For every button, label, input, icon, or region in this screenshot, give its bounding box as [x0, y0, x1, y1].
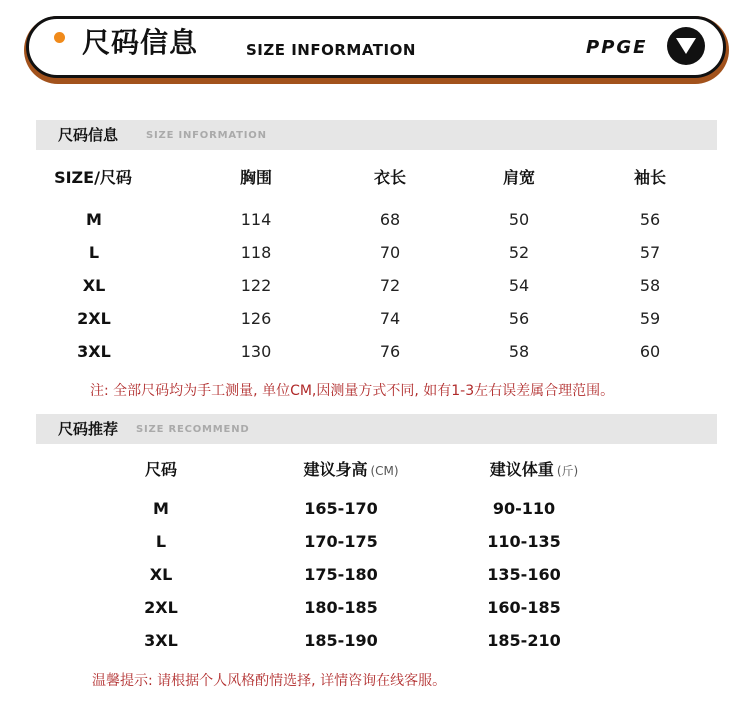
table-cell-sleeve: 59: [639, 309, 661, 328]
brand-logo: PPGE: [586, 37, 648, 58]
recommend-row-size: XL: [149, 565, 173, 584]
orange-dot-icon: [54, 32, 65, 43]
size-info-header-size: SIZE/尺码: [54, 168, 132, 187]
measurement-note: 注: 全部尺码均为手工测量, 单位CM,因测量方式不同, 如有1-3左右误差属合理范围。: [90, 383, 615, 399]
table-cell-sleeve: 56: [639, 210, 661, 229]
recommend-header-size-label: 尺码: [144, 460, 177, 479]
recommend-row-height: 180-185: [304, 598, 378, 617]
recommend-header-weight: [469, 460, 599, 481]
recommend-row-weight: 135-160: [487, 565, 561, 584]
recommend-header-weight-unit: (斤): [556, 464, 579, 478]
table-row-size: 2XL: [77, 309, 111, 328]
size-info-header-shoulder: 肩宽: [502, 168, 535, 187]
page-title: 尺码信息: [82, 26, 199, 59]
recommend-row-weight: 110-135: [487, 532, 561, 551]
table-cell-chest: 126: [240, 309, 272, 328]
table-cell-length: 70: [379, 243, 401, 262]
table-cell-length: 72: [379, 276, 401, 295]
table-cell-length: 74: [379, 309, 401, 328]
recommend-row-height: 170-175: [304, 532, 378, 551]
size-info-header-sleeve: 袖长: [633, 168, 666, 187]
table-cell-shoulder: 56: [508, 309, 530, 328]
panel-header: [36, 120, 717, 150]
table-cell-length: 76: [379, 342, 401, 361]
recommend-row-size: M: [153, 499, 169, 518]
table-cell-chest: 130: [240, 342, 272, 361]
recommend-row-weight: 185-210: [487, 631, 561, 650]
recommend-tip: 温馨提示: 请根据个人风格酌情选择, 详情咨询在线客服。: [92, 673, 447, 689]
size-recommend-title: 尺码推荐: [58, 420, 119, 438]
table-cell-shoulder: 52: [508, 243, 530, 262]
recommend-header-height: [281, 460, 421, 481]
recommend-header-height-label: 建议身高: [303, 460, 368, 479]
table-row-size: L: [88, 243, 100, 262]
table-cell-chest: 118: [240, 243, 272, 262]
table-cell-sleeve: 58: [639, 276, 661, 295]
size-recommend-panel: [36, 414, 717, 715]
size-info-panel: [36, 120, 717, 412]
table-cell-shoulder: 50: [508, 210, 530, 229]
table-row-size: 3XL: [77, 342, 111, 361]
recommend-row-height: 175-180: [304, 565, 378, 584]
size-info-title: 尺码信息: [58, 126, 119, 144]
table-cell-sleeve: 57: [639, 243, 661, 262]
recommend-row-height: 165-170: [304, 499, 378, 518]
size-info-header-chest: 胸围: [239, 168, 272, 187]
size-info-header-length: 衣长: [373, 168, 406, 187]
recommend-row-size: 3XL: [144, 631, 178, 650]
recommend-row-height: 185-190: [304, 631, 378, 650]
recommend-header-height-unit: (CM): [370, 464, 399, 478]
recommend-header-weight-label: 建议体重: [489, 460, 554, 479]
table-row-size: M: [86, 210, 102, 229]
table-cell-shoulder: 58: [508, 342, 530, 361]
table-cell-shoulder: 54: [508, 276, 530, 295]
size-recommend-subtitle: SIZE RECOMMEND: [136, 424, 250, 435]
recommend-row-size: 2XL: [144, 598, 178, 617]
recommend-row-weight: 160-185: [487, 598, 561, 617]
chevron-down-icon[interactable]: [667, 27, 705, 65]
table-cell-length: 68: [379, 210, 401, 229]
table-row-size: XL: [82, 276, 106, 295]
size-info-subtitle: SIZE INFORMATION: [146, 130, 267, 141]
recommend-row-size: L: [155, 532, 167, 551]
page-subtitle: SIZE INFORMATION: [246, 41, 416, 59]
recommend-header-size: [121, 460, 201, 480]
recommend-row-weight: 90-110: [492, 499, 556, 518]
table-cell-chest: 114: [240, 210, 272, 229]
table-cell-sleeve: 60: [639, 342, 661, 361]
table-cell-chest: 122: [240, 276, 272, 295]
